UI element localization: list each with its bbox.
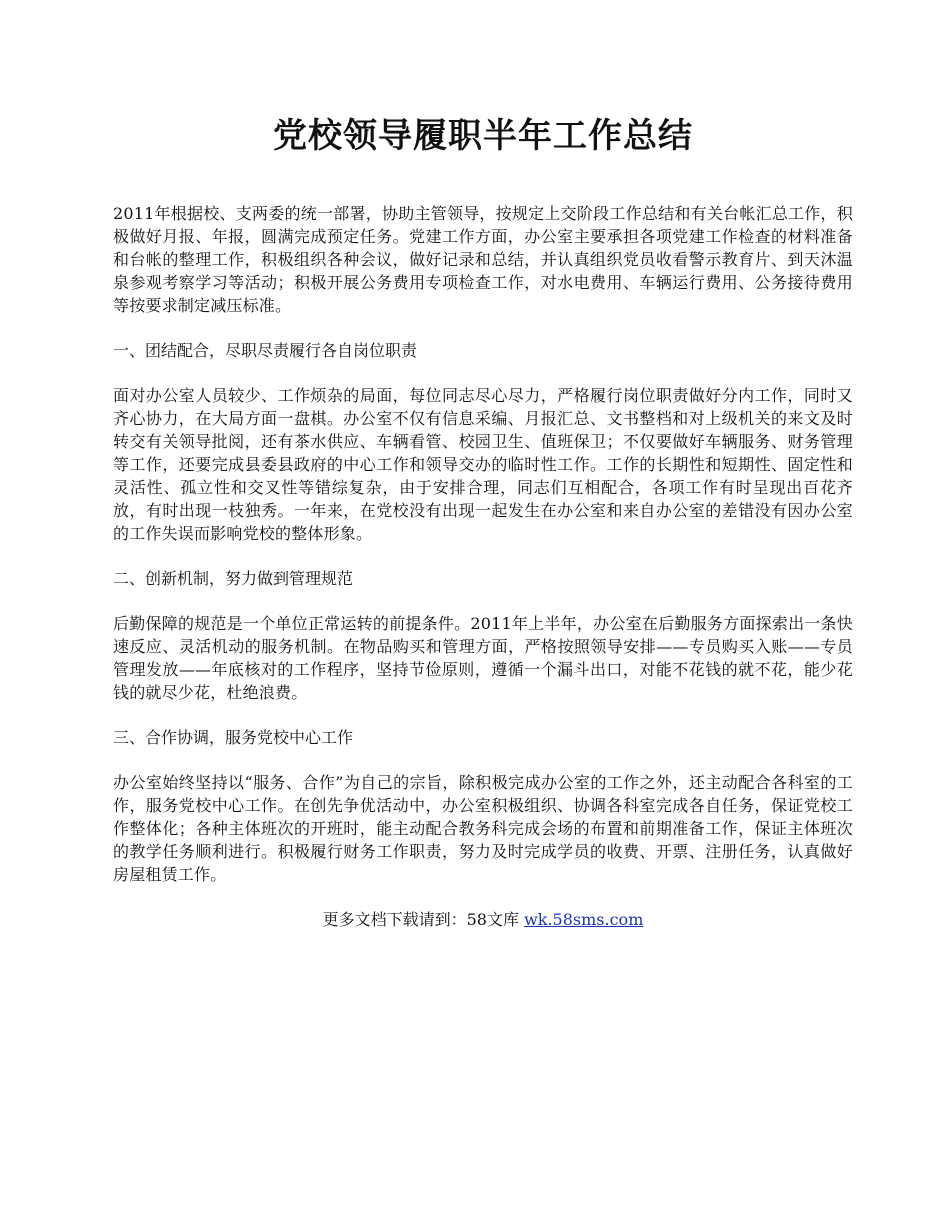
download-footer	[113, 908, 853, 931]
footer-text: 更多文档下载请到：58文库	[322, 910, 525, 929]
section-2-body: 后勤保障的规范是一个单位正常运转的前提条件。2011年上半年，办公室在后勤服务方面探索出一条快速反应、灵活机动的服务机制。在物品购买和管理方面，严格按照领导安排——专员购买入账——专员管理发放——年底核对的工作程序，坚持节俭原则，遵循一个漏斗出口，对能不花钱的就不花，能少花钱的就尽少花，杜绝浪费。	[113, 614, 853, 702]
document-title: 党校领导履职半年工作总结	[273, 116, 693, 156]
section-2-heading: 二、创新机制，努力做到管理规范	[113, 569, 354, 588]
section-3-heading: 三、合作协调，服务党校中心工作	[113, 728, 354, 747]
section-1-body: 面对办公室人员较少、工作烦杂的局面，每位同志尽心尽力，严格履行岗位职责做好分内工作，同时又齐心协力，在大局方面一盘棋。办公室不仅有信息采编、月报汇总、文书整档和对上级机关的来文及时转交有关领导批阅，还有茶水供应、车辆看管、校园卫生、值班保卫；不仅要做好车辆服务、财务管理等工作，还要完成县委县政府的中心工作和领导交办的临时性工作。工作的长期性和短期性、固定性和灵活性、孤立性和交叉性等错综复杂，由于安排合理，同志们互相配合，各项工作有时呈现出百花齐放，有时出现一枝独秀。一年来，在党校没有出现一起发生在办公室和来自办公室的差错没有因办公室的工作失误而影响党校的整体形象。	[113, 386, 853, 543]
download-link[interactable]: wk.58sms.com	[524, 910, 644, 929]
section-1-heading: 一、团结配合，尽职尽责履行各自岗位职责	[113, 341, 418, 360]
section-3-body: 办公室始终坚持以“服务、合作”为自己的宗旨，除积极完成办公室的工作之外，还主动配合各科室的工作，服务党校中心工作。在创先争优活动中，办公室积极组织、协调各科室完成各自任务，保证党校工作整体化；各种主体班次的开班时，能主动配合教务科完成会场的布置和前期准备工作，保证主体班次的教学任务顺利进行。积极履行财务工作职责，努力及时完成学员的收费、开票、注册任务，认真做好房屋租赁工作。	[113, 773, 853, 884]
document-page	[113, 112, 853, 931]
intro-paragraph: 2011年根据校、支两委的统一部署，协助主管领导，按规定上交阶段工作总结和有关台帐汇总工作，积极做好月报、年报，圆满完成预定任务。党建工作方面，办公室主要承担各项党建工作检查的材料准备和台帐的整理工作，积极组织各种会议，做好记录和总结，并认真组织党员收看警示教育片、到天沐温泉参观考察学习等活动；积极开展公务费用专项检查工作，对水电费用、车辆运行费用、公务接待费用等按要求制定减压标准。	[113, 204, 853, 315]
